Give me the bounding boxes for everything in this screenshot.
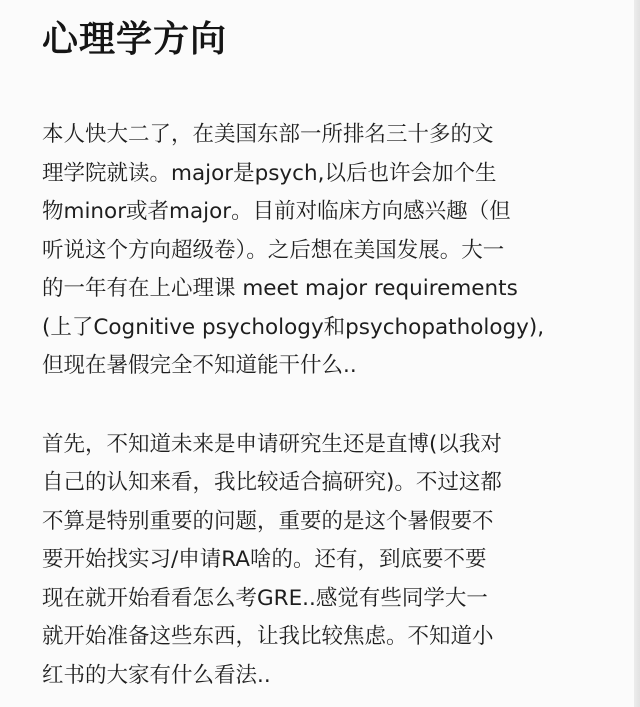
paragraph-line: 现在就开始看看怎么考GRE..感觉有些同学大一: [42, 585, 488, 611]
post-paragraph-1: [42, 116, 604, 386]
paragraph-line: 物minor或者major。目前对临床方向感兴趣（但: [42, 199, 511, 224]
paragraph-line: 不算是特别重要的问题，重要的是这个暑假要不: [42, 508, 494, 534]
paragraph-line: (上了Cognitive psychology和psychopathology),: [42, 314, 545, 340]
paragraph-line: 听说这个方向超级卷）。之后想在美国发展。大一: [42, 237, 505, 263]
paragraph-line: 理学院就读。major是psych,以后也许会加个生: [42, 160, 497, 186]
paragraph-line: 首先，不知道未来是申请研究生还是直博(以我对: [42, 431, 502, 457]
paragraph-line: 的一年有在上心理课 meet major requirements: [42, 276, 518, 301]
paragraph-line: 要开始找实习/申请RA啥的。还有，到底要不要: [42, 547, 487, 572]
post-title: 心理学方向: [42, 19, 228, 60]
paragraph-line: 红书的大家有什么看法..: [42, 662, 271, 688]
paragraph-line: 但现在暑假完全不知道能干什么..: [42, 353, 357, 378]
paragraph-line: 自己的认知来看，我比较适合搞研究)。不过这都: [42, 470, 502, 495]
scroll-edge: [634, 0, 640, 707]
paragraph-line: 就开始准备这些东西，让我比较焦虑。不知道小: [42, 624, 494, 649]
paragraph-line: 本人快大二了，在美国东部一所排名三十多的文: [42, 122, 494, 147]
post-paragraph-2: [42, 426, 604, 696]
